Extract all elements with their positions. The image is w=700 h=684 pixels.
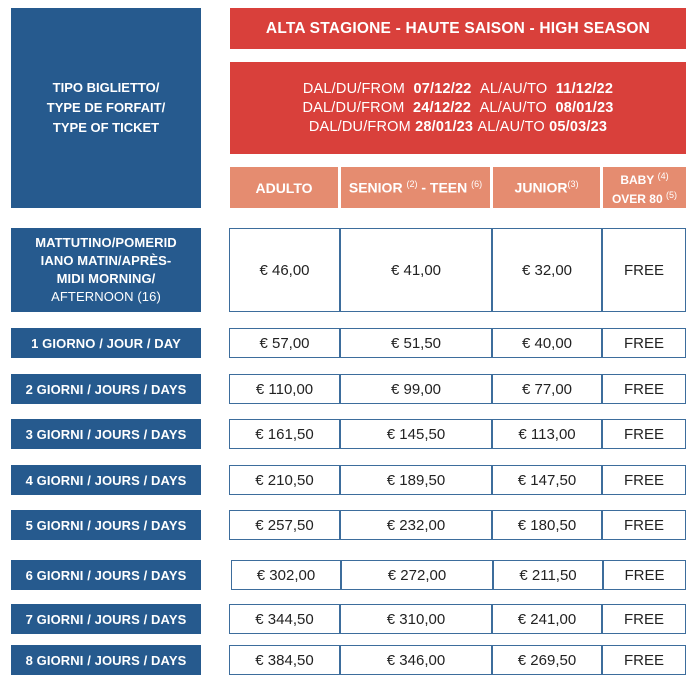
column-header-senior-teen: SENIOR $^{(2)}$ - TEEN $^{(6)}$ [341,167,490,208]
price-adult: € 57,00 [229,328,340,358]
price-junior: € 147,50 [492,465,602,495]
period-to: 05/03/23 [549,118,608,135]
column-header-adult: ADULTO [230,167,338,208]
row-label-3-days: 3 GIORNI / JOURS / DAYS [11,419,201,449]
period-from: 07/12/22 [413,80,472,97]
price-senior-teen: € 145,50 [340,419,492,449]
row-label-5-days: 5 GIORNI / JOURS / DAYS [11,510,201,540]
period-from: 24/12/22 [413,99,472,116]
ticket-type-line: TIPO BIGLIETTO/ [52,80,160,95]
price-baby-over80: FREE [602,645,686,675]
price-junior: € 241,00 [492,604,602,634]
column-header-baby-over80: BABY $^{(4)}$ OVER 80 $^{(5)}$ [603,167,686,208]
ticket-type-line: TYPE DE FORFAIT/ [46,100,166,115]
price-baby-over80: FREE [602,374,686,404]
row-label-1-day: 1 GIORNO / JOUR / DAY [11,328,201,358]
price-adult: € 302,00 [231,560,341,590]
price-baby-over80: FREE [602,465,686,495]
price-adult: € 210,50 [229,465,340,495]
period-to: 08/01/23 [555,99,614,116]
price-adult: € 46,00 [229,228,340,312]
price-junior: € 269,50 [492,645,602,675]
price-senior-teen: € 346,00 [340,645,492,675]
row-label-6-days: 6 GIORNI / JOURS / DAYS [11,560,201,590]
price-adult: € 344,50 [229,604,340,634]
ticket-type-line: TYPE OF TICKET [52,120,160,135]
price-adult: € 110,00 [229,374,340,404]
period-line: DAL/DU/FROM 07/12/22 AL/AU/TO 11/12/22 [302,80,614,97]
price-senior-teen: € 41,00 [340,228,492,312]
price-junior: € 113,00 [492,419,602,449]
period-line: DAL/DU/FROM 24/12/22 AL/AU/TO 08/01/23 [302,99,614,116]
season-title-text: ALTA STAGIONE - HAUTE SAISON - HIGH SEASON [265,19,651,37]
price-senior-teen: € 232,00 [340,510,492,540]
price-baby-over80: FREE [603,560,686,590]
price-senior-teen: € 189,50 [340,465,492,495]
row-label-2-days: 2 GIORNI / JOURS / DAYS [11,374,201,404]
row-label-8-days: 8 GIORNI / JOURS / DAYS [11,645,201,675]
row-label-4-days: 4 GIORNI / JOURS / DAYS [11,465,201,495]
price-junior: € 77,00 [492,374,602,404]
period-line: DAL/DU/FROM 28/01/23 AL/AU/TO 05/03/23 [308,118,608,135]
price-baby-over80: FREE [602,604,686,634]
price-adult: € 384,50 [229,645,340,675]
row-label-morning-afternoon: MATTUTINO/POMERID IANO MATIN/APRÈS- MIDI MORNING/ AFTERNOON (16) [11,228,201,312]
price-senior-teen: € 99,00 [340,374,492,404]
price-baby-over80: FREE [602,228,686,312]
season-title [230,8,686,49]
ticket-type-header [11,8,201,208]
price-adult: € 257,50 [229,510,340,540]
price-junior: € 180,50 [492,510,602,540]
period-to: 11/12/22 [555,80,614,97]
period-from: 28/01/23 [415,118,474,135]
season-dates [230,62,686,154]
column-header-junior: JUNIOR$^{(3)}$ [493,167,600,208]
price-senior-teen: € 310,00 [340,604,492,634]
row-label-7-days: 7 GIORNI / JOURS / DAYS [11,604,201,634]
price-senior-teen: € 272,00 [341,560,493,590]
price-junior: € 40,00 [492,328,602,358]
price-senior-teen: € 51,50 [340,328,492,358]
price-baby-over80: FREE [602,419,686,449]
price-junior: € 32,00 [492,228,602,312]
price-baby-over80: FREE [602,328,686,358]
price-adult: € 161,50 [229,419,340,449]
price-junior: € 211,50 [493,560,603,590]
price-baby-over80: FREE [602,510,686,540]
